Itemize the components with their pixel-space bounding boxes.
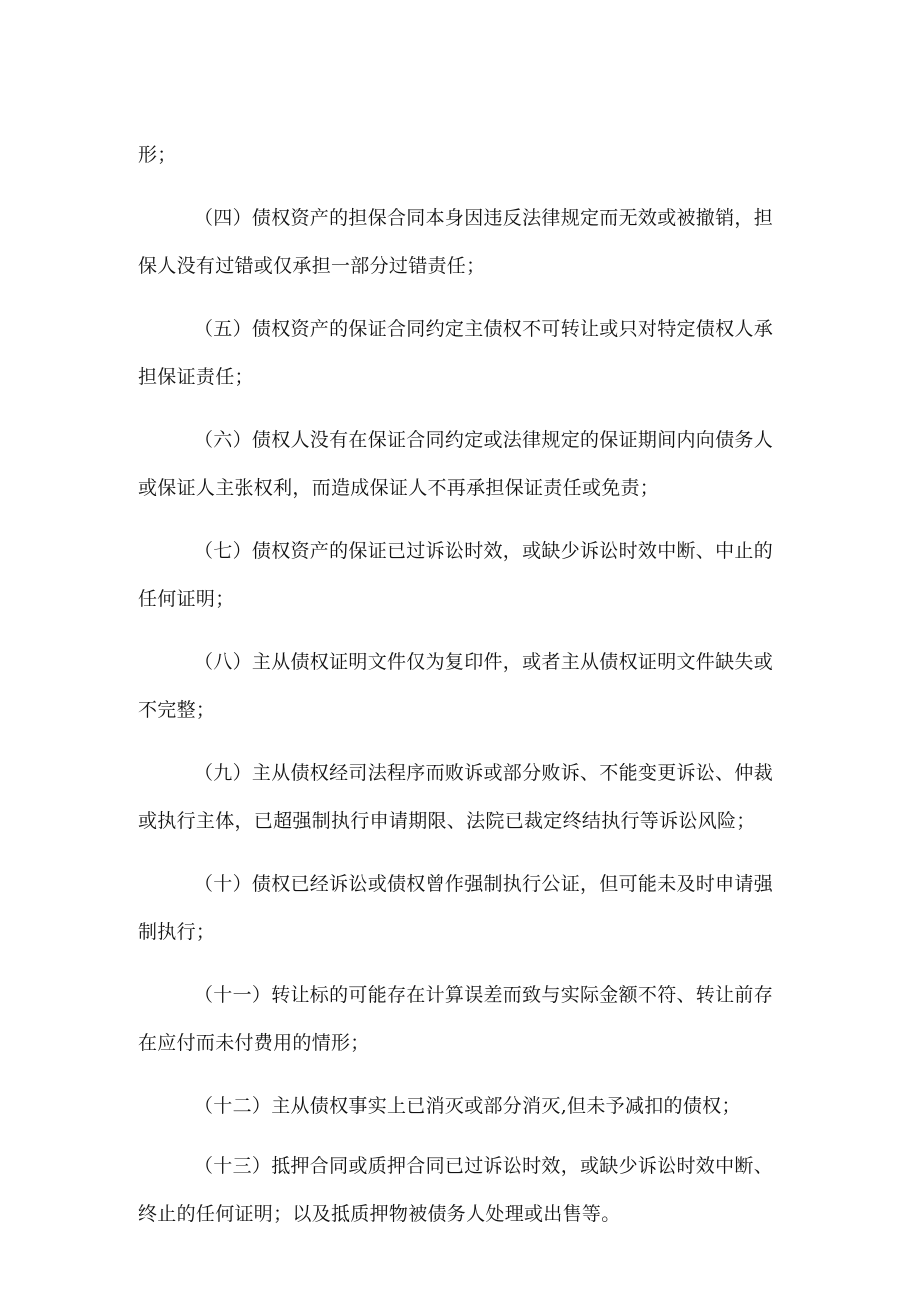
paragraph-item-10: （十）债权已经诉讼或债权曾作强制执行公证，但可能未及时申请强制执行；: [138, 873, 774, 943]
paragraph-continuation: 形；: [138, 144, 177, 166]
paragraph-item-13: （十三）抵押合同或质押合同已过诉讼时效，或缺少诉讼时效中断、终止的任何证明；以及抵质押物被债务人处理或出售等。: [138, 1155, 774, 1225]
paragraph-item-5: （五）债权资产的保证合同约定主债权不可转让或只对特定债权人承担保证责任；: [138, 318, 774, 388]
paragraph-item-8: （八）主从债权证明文件仅为复印件，或者主从债权证明文件缺失或不完整；: [138, 651, 774, 721]
paragraph-item-12: （十二）主从债权事实上已消灭或部分消灭,但未予减扣的债权；: [194, 1095, 741, 1117]
paragraph-item-9: （九）主从债权经司法程序而败诉或部分败诉、不能变更诉讼、仲裁或执行主体，已超强制执行申请期限、法院已裁定终结执行等诉讼风险；: [138, 762, 774, 832]
paragraph-item-7: （七）债权资产的保证已过诉讼时效，或缺少诉讼时效中断、中止的任何证明；: [138, 540, 774, 610]
document-body: [138, 131, 788, 1253]
paragraph-item-11: （十一）转让标的可能存在计算误差而致与实际金额不符、转让前存在应付而未付费用的情形；: [138, 984, 774, 1054]
paragraph-item-4: （四）债权资产的担保合同本身因违反法律规定而无效或被撤销，担保人没有过错或仅承担一部分过错责任；: [138, 207, 774, 277]
paragraph-item-6: （六）债权人没有在保证合同约定或法律规定的保证期间内向债务人或保证人主张权利，而造成保证人不再承担保证责任或免责；: [138, 429, 774, 499]
